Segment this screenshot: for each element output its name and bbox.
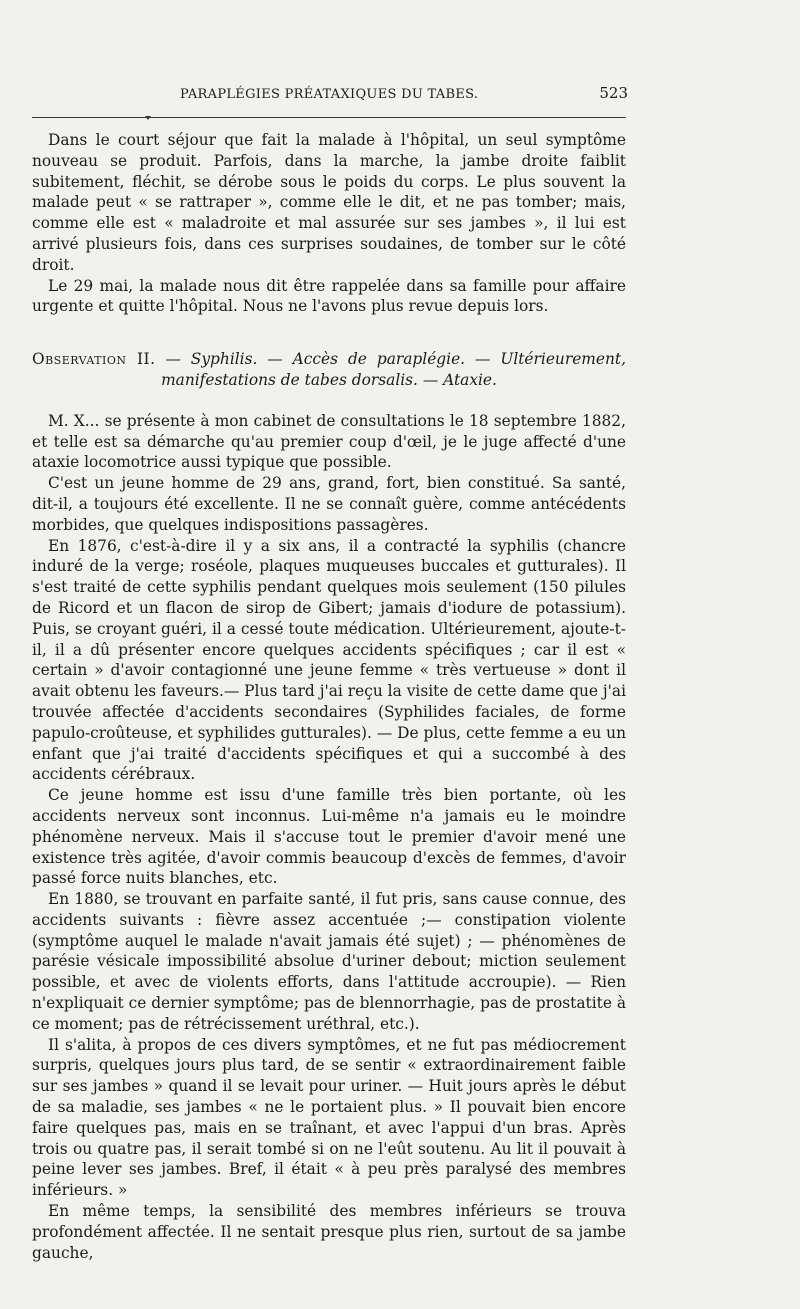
paragraph: Il s'alita, à propos de ces divers symptômes, et ne fut pas médiocrement surpris, quelques jours plus tard, de se sentir « extraordinairement faible sur ses jambes » quand il se levait pour uriner. — Huit jours après le début de sa maladie, ses jambes « ne le portaient plus. » Il pouvait bien encore faire quelques pas, mais en se traînant, et avec l'appui d'un bras. Après trois ou quatre pas, il serait tombé si on ne l'eût soutenu. Au lit il pouvait à peine lever ses jambes. Bref, il était « à peu près paralysé des membres inférieurs. » (32, 1035, 626, 1200)
paragraph: Dans le court séjour que fait la malade à l'hôpital, un seul symptôme nouveau se produit. Parfois, dans la marche, la jambe droite faiblit subitement, fléchit, se dérobe sous le poids du corps. Le plus souvent la malade peut « se rattraper », comme elle le dit, et ne pas tomber; mais, comme elle est « maladroite et mal assurée sur ses jambes », il lui est arrivé plusieurs fois, dans ces surprises soudaines, de tomber sur le côté droit. (32, 131, 626, 274)
paragraph: En 1876, c'est-à-dire il y a six ans, il a contracté la syphilis (chancre induré de la verge; roséole, plaques muqueuses buccales et gutturales). Il s'est traité de cette syphilis pendant quelques mois seulement (150 pilules de Ricord et un flacon de sirop de Gibert; jamais d'iodure de potassium). Puis, se croyant guéri, il a cessé toute médication. Ultérieurement, ajoute-t-il, il a dû présenter encore quelques accidents spécifiques ; car il est « certain » d'avoir contagionné une jeune femme « très vertueuse » dont il avait obtenu les faveurs.— Plus tard j'ai reçu la visite de cette dame que j'ai trouvée affectée d'accidents secondaires (Syphilides faciales, de forme papulo-croûteuse, et syphilides gutturales). — De plus, cette femme a eu un enfant que j'ai traité d'accidents spécifiques et qui a succombé à des accidents cérébraux. (32, 536, 626, 784)
observation-heading (32, 349, 626, 391)
observation-heading-line1 (32, 349, 626, 370)
observation-label: Observation II. (32, 350, 156, 369)
running-title: PARAPLÉGIES PRÉATAXIQUES DU TABES. (180, 87, 479, 102)
page-header (32, 84, 626, 108)
paragraph: C'est un jeune homme de 29 ans, grand, fort, bien constitué. Sa santé, dit-il, a toujours été excellente. Il ne se connaît guère, comme antécédents morbides, que quelques indispositions passagères. (32, 474, 626, 534)
paragraph: Ce jeune homme est issu d'une famille très bien portante, où les accidents nerveux sont inconnus. Lui-même n'a jamais eu le moindre phénomène nerveux. Mais il s'accuse tout le premier d'avoir mené une existence très agitée, d'avoir commis beaucoup d'excès de femmes, d'avoir passé force nuits blanches, etc. (32, 786, 626, 888)
paragraph: Le 29 mai, la malade nous dit être rappelée dans sa famille pour affaire urgente et quitte l'hôpital. Nous ne l'avons plus revue depuis lors. (32, 276, 626, 316)
page-number: 523 (599, 84, 628, 102)
paragraph: En 1880, se trouvant en parfaite santé, il fut pris, sans cause connue, des accidents suivants : fièvre assez accentuée ;— constipation violente (symptôme auquel le malade n'avait jamais été sujet) ; — phénomènes de parésie vésicale impossibilité absolue d'uriner debout; miction seulement possible, et avec de violents efforts, dans l'attitude accroupie). — Rien n'expliquait ce dernier symptôme; pas de blennorrhagie, pas de prostatite à ce moment; pas de rétrécissement uréthral, etc.). (32, 890, 626, 1033)
observation-title: — Syphilis. — Accès de paraplégie. — Ultérieurement, (155, 350, 626, 369)
paragraph: M. X... se présente à mon cabinet de consultations le 18 septembre 1882, et telle est sa démarche qu'au premier coup d'œil, je le juge affecté d'une ataxie locomotrice aussi typique que possible. (32, 411, 626, 472)
header-rule (32, 117, 626, 118)
observation-heading-line2: manifestations de tabes dorsalis. — Ataxie. (161, 370, 497, 389)
paragraph: En même temps, la sensibilité des membres inférieurs se trouva profondément affectée. Il ne sentait presque plus rien, surtout de sa jambe gauche, (32, 1202, 626, 1262)
book-page (32, 84, 626, 1263)
